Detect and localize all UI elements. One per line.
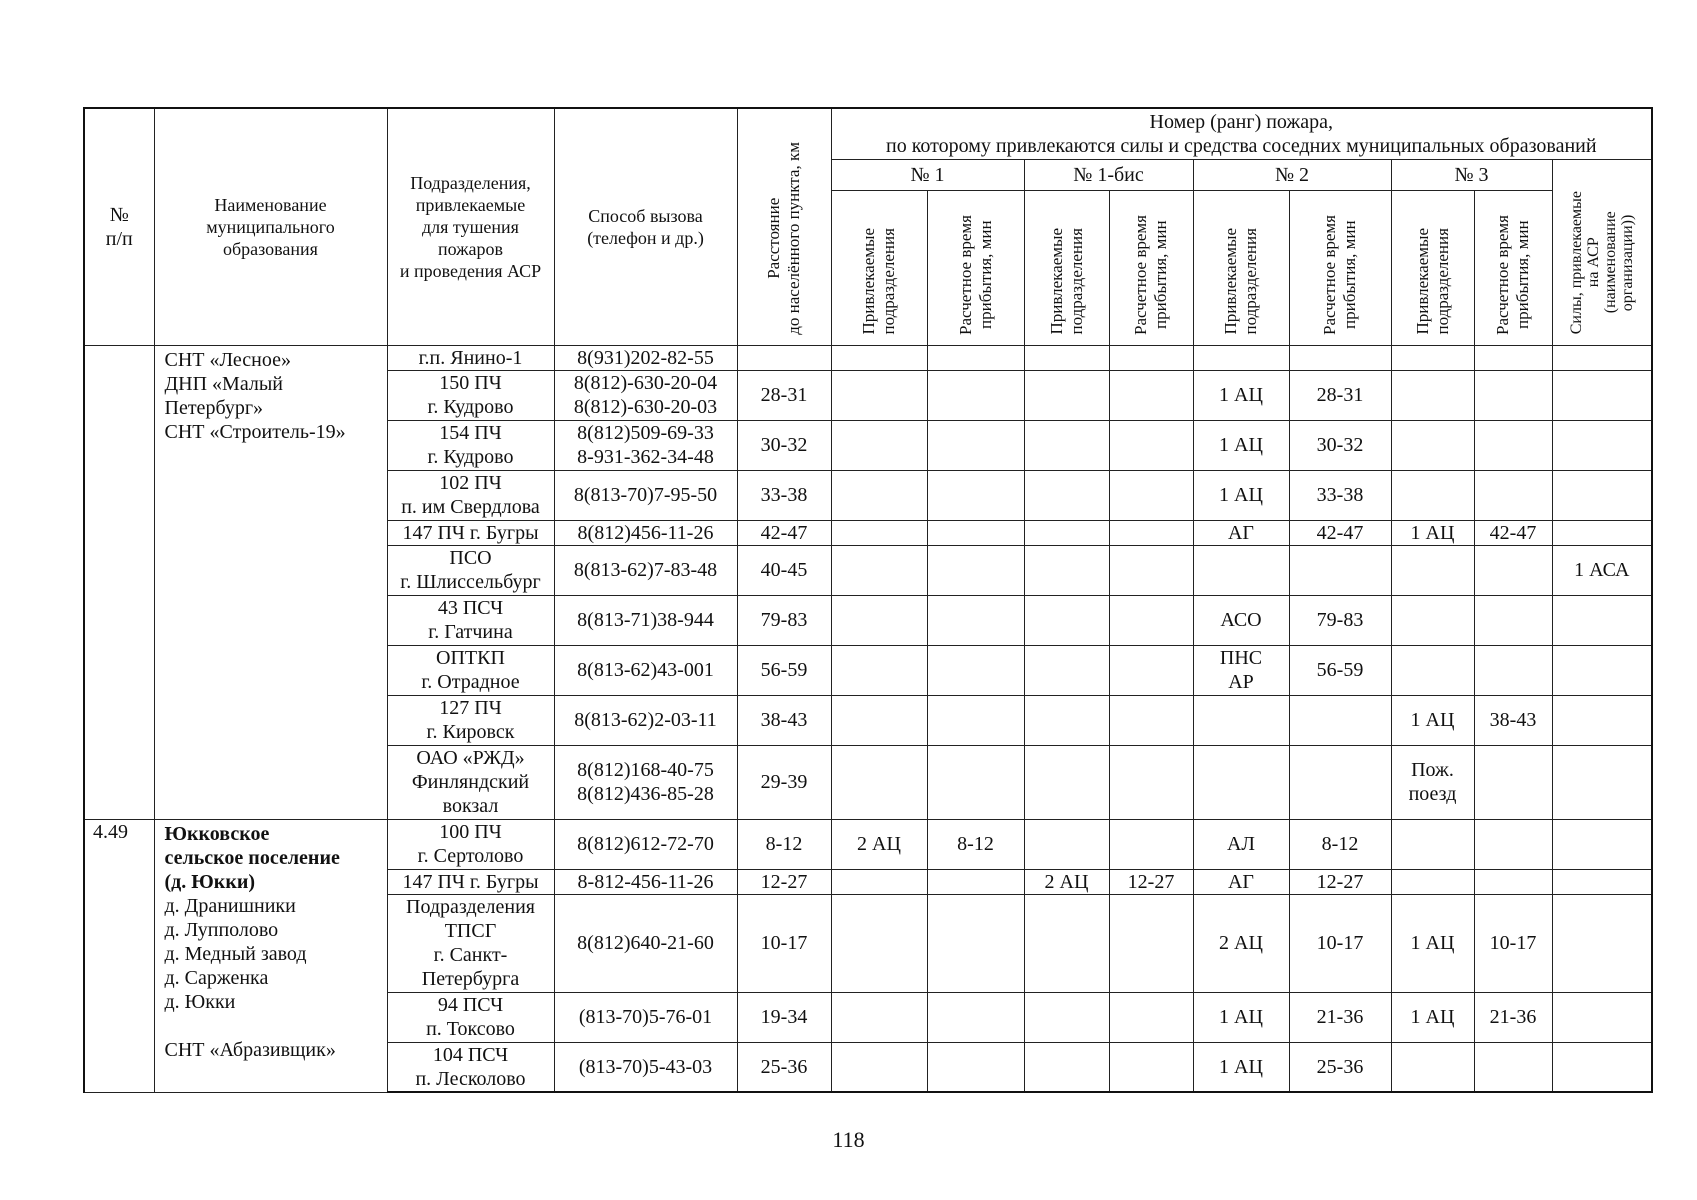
cell-rank1bis-units xyxy=(1024,695,1109,745)
cell-asr xyxy=(1552,645,1652,695)
cell-rank2-units: ПНС АР xyxy=(1193,645,1289,695)
cell-rank3-units xyxy=(1391,370,1474,420)
cell-rank1bis-units xyxy=(1024,545,1109,595)
cell-rank1-units xyxy=(831,370,927,420)
cell-rank1bis-time xyxy=(1109,894,1193,992)
fire-forces-table xyxy=(83,107,1653,1093)
municipality-name xyxy=(154,345,387,819)
cell-phone: 8(812)612-72-70 xyxy=(554,819,737,869)
cell-distance: 79-83 xyxy=(737,595,831,645)
cell-unit: ОПТКП г. Отрадное xyxy=(387,645,554,695)
cell-rank1bis-units xyxy=(1024,745,1109,819)
cell-rank2-time xyxy=(1289,545,1391,595)
cell-distance: 38-43 xyxy=(737,695,831,745)
cell-rank2-time: 21-36 xyxy=(1289,992,1391,1042)
cell-rank1bis-time xyxy=(1109,470,1193,520)
cell-rank3-time xyxy=(1474,819,1552,869)
table-row xyxy=(84,819,1652,869)
cell-phone: (813-70)5-43-03 xyxy=(554,1042,737,1092)
cell-distance: 42-47 xyxy=(737,520,831,545)
cell-rank2-units xyxy=(1193,695,1289,745)
cell-asr xyxy=(1552,894,1652,992)
cell-rank2-time: 30-32 xyxy=(1289,420,1391,470)
header-row-1 xyxy=(84,108,1652,159)
cell-rank1-units xyxy=(831,1042,927,1092)
cell-rank1-time xyxy=(927,420,1024,470)
cell-rank1-time xyxy=(927,695,1024,745)
cell-rank2-time: 56-59 xyxy=(1289,645,1391,695)
cell-rank1-time xyxy=(927,745,1024,819)
cell-asr xyxy=(1552,520,1652,545)
cell-rank3-time xyxy=(1474,370,1552,420)
cell-rank2-units: 1 АЦ xyxy=(1193,470,1289,520)
header-units: Подразделения, привлекаемые для тушения пожаров и проведения АСР xyxy=(387,108,554,345)
cell-rank3-time xyxy=(1474,470,1552,520)
cell-asr xyxy=(1552,1042,1652,1092)
cell-asr xyxy=(1552,695,1652,745)
cell-rank1bis-time xyxy=(1109,545,1193,595)
cell-asr xyxy=(1552,420,1652,470)
cell-phone: 8(812)509-69-33 8-931-362-34-48 xyxy=(554,420,737,470)
header-rbis-time: Расчетное время прибытия, мин xyxy=(1109,190,1193,345)
cell-rank1bis-time xyxy=(1109,595,1193,645)
cell-unit: 104 ПСЧ п. Лесколово xyxy=(387,1042,554,1092)
cell-rank1-time xyxy=(927,869,1024,894)
cell-rank3-time: 21-36 xyxy=(1474,992,1552,1042)
cell-rank2-units: 1 АЦ xyxy=(1193,1042,1289,1092)
cell-rank2-units xyxy=(1193,345,1289,370)
cell-rank1bis-time xyxy=(1109,645,1193,695)
header-asr: Силы, привлекаемые на АСР (наименование организации)) xyxy=(1552,159,1652,345)
cell-unit: 147 ПЧ г. Бугры xyxy=(387,869,554,894)
cell-rank1-time xyxy=(927,345,1024,370)
cell-rank1-time xyxy=(927,470,1024,520)
cell-rank1-time xyxy=(927,1042,1024,1092)
cell-rank1-time xyxy=(927,645,1024,695)
cell-rank3-time xyxy=(1474,645,1552,695)
cell-rank2-time: 8-12 xyxy=(1289,819,1391,869)
cell-rank1-units xyxy=(831,420,927,470)
cell-rank1-units xyxy=(831,595,927,645)
header-rank-title: Номер (ранг) пожара, по которому привлекаются силы и средства соседних муниципальных образований xyxy=(831,108,1652,159)
cell-rank2-time: 28-31 xyxy=(1289,370,1391,420)
cell-rank1-units xyxy=(831,545,927,595)
cell-rank1bis-units xyxy=(1024,470,1109,520)
cell-rank2-time xyxy=(1289,695,1391,745)
cell-rank2-time: 42-47 xyxy=(1289,520,1391,545)
cell-distance: 25-36 xyxy=(737,1042,831,1092)
cell-asr xyxy=(1552,370,1652,420)
cell-rank3-time xyxy=(1474,595,1552,645)
cell-rank1bis-time xyxy=(1109,420,1193,470)
cell-asr xyxy=(1552,869,1652,894)
municipality-name xyxy=(154,819,387,1092)
cell-rank1-time xyxy=(927,370,1024,420)
cell-rank2-time xyxy=(1289,745,1391,819)
row-number xyxy=(84,345,154,819)
cell-distance xyxy=(737,345,831,370)
cell-rank1bis-units xyxy=(1024,992,1109,1042)
cell-rank2-units: АЛ xyxy=(1193,819,1289,869)
header-r1-units: Привлекаемые подразделения xyxy=(831,190,927,345)
cell-rank2-time: 10-17 xyxy=(1289,894,1391,992)
cell-rank1bis-units xyxy=(1024,595,1109,645)
cell-rank3-time: 10-17 xyxy=(1474,894,1552,992)
cell-rank1-units xyxy=(831,520,927,545)
cell-rank2-units xyxy=(1193,545,1289,595)
cell-phone: 8-812-456-11-26 xyxy=(554,869,737,894)
cell-rank1-units xyxy=(831,645,927,695)
cell-rank2-units: 1 АЦ xyxy=(1193,420,1289,470)
cell-phone: 8(813-71)38-944 xyxy=(554,595,737,645)
cell-rank3-time xyxy=(1474,345,1552,370)
cell-rank2-units: АСО xyxy=(1193,595,1289,645)
cell-unit: Подразделения ТПСГ г. Санкт- Петербурга xyxy=(387,894,554,992)
cell-unit: ОАО «РЖД» Финляндский вокзал xyxy=(387,745,554,819)
municipality-title: Юкковское сельское поселение (д. Юкки) xyxy=(164,822,340,893)
cell-rank3-units xyxy=(1391,645,1474,695)
cell-asr xyxy=(1552,819,1652,869)
cell-rank3-units xyxy=(1391,470,1474,520)
header-rank-2: № 2 xyxy=(1193,159,1391,190)
cell-rank1bis-units xyxy=(1024,345,1109,370)
settlement-list: СНТ «Лесное» ДНП «Малый Петербург» СНТ «Строитель-19» xyxy=(164,348,346,443)
cell-rank1bis-units: 2 АЦ xyxy=(1024,869,1109,894)
cell-rank3-units: 1 АЦ xyxy=(1391,894,1474,992)
cell-distance: 33-38 xyxy=(737,470,831,520)
row-number: 4.49 xyxy=(84,819,154,1092)
cell-asr xyxy=(1552,595,1652,645)
table-row xyxy=(84,345,1652,370)
cell-rank3-time xyxy=(1474,1042,1552,1092)
cell-rank2-time xyxy=(1289,345,1391,370)
header-distance: Расстояние до населённого пункта, км xyxy=(737,108,831,345)
cell-rank3-units: 1 АЦ xyxy=(1391,992,1474,1042)
cell-rank3-time xyxy=(1474,745,1552,819)
cell-asr xyxy=(1552,992,1652,1042)
cell-rank1bis-units xyxy=(1024,520,1109,545)
cell-rank2-units: АГ xyxy=(1193,520,1289,545)
cell-rank1bis-time xyxy=(1109,992,1193,1042)
header-r3-units: Привлекаемые подразделения xyxy=(1391,190,1474,345)
cell-rank1-units xyxy=(831,745,927,819)
cell-rank1-time xyxy=(927,520,1024,545)
cell-distance: 10-17 xyxy=(737,894,831,992)
cell-asr xyxy=(1552,470,1652,520)
cell-phone: (813-70)5-76-01 xyxy=(554,992,737,1042)
cell-unit: 154 ПЧ г. Кудрово xyxy=(387,420,554,470)
cell-rank1bis-time xyxy=(1109,520,1193,545)
cell-rank1-units xyxy=(831,992,927,1042)
cell-rank1bis-units xyxy=(1024,1042,1109,1092)
cell-rank1bis-units xyxy=(1024,645,1109,695)
cell-rank3-units: 1 АЦ xyxy=(1391,695,1474,745)
cell-unit: 102 ПЧ п. им Свердлова xyxy=(387,470,554,520)
cell-unit: 94 ПСЧ п. Токсово xyxy=(387,992,554,1042)
cell-rank1-time xyxy=(927,545,1024,595)
cell-rank1bis-units xyxy=(1024,819,1109,869)
header-r3-time: Расчетное время прибытия, мин xyxy=(1474,190,1552,345)
cell-phone: 8(813-62)7-83-48 xyxy=(554,545,737,595)
cell-rank3-time: 38-43 xyxy=(1474,695,1552,745)
header-mo-name: Наименование муниципального образования xyxy=(154,108,387,345)
cell-rank1-units xyxy=(831,345,927,370)
cell-unit: 147 ПЧ г. Бугры xyxy=(387,520,554,545)
settlement-list: д. Дранишники д. Лупполово д. Медный завод д. Сарженка д. Юкки СНТ «Абразивщик» xyxy=(164,894,336,1061)
header-rank-1: № 1 xyxy=(831,159,1024,190)
header-rank-1bis: № 1-бис xyxy=(1024,159,1193,190)
cell-distance: 28-31 xyxy=(737,370,831,420)
cell-rank1-units xyxy=(831,894,927,992)
cell-unit: 43 ПСЧ г. Гатчина xyxy=(387,595,554,645)
cell-rank1bis-time: 12-27 xyxy=(1109,869,1193,894)
cell-phone: 8(813-62)2-03-11 xyxy=(554,695,737,745)
cell-phone: 8(812)-630-20-04 8(812)-630-20-03 xyxy=(554,370,737,420)
cell-distance: 12-27 xyxy=(737,869,831,894)
header-r2-time: Расчетное время прибытия, мин xyxy=(1289,190,1391,345)
cell-rank3-time: 42-47 xyxy=(1474,520,1552,545)
cell-rank3-units: 1 АЦ xyxy=(1391,520,1474,545)
cell-phone: 8(812)456-11-26 xyxy=(554,520,737,545)
cell-rank3-units xyxy=(1391,545,1474,595)
cell-rank1bis-time xyxy=(1109,745,1193,819)
cell-phone: 8(812)640-21-60 xyxy=(554,894,737,992)
cell-rank1bis-units xyxy=(1024,894,1109,992)
cell-phone: 8(931)202-82-55 xyxy=(554,345,737,370)
cell-rank1-time xyxy=(927,894,1024,992)
cell-rank3-units xyxy=(1391,420,1474,470)
cell-rank1-units xyxy=(831,470,927,520)
cell-rank3-units xyxy=(1391,1042,1474,1092)
cell-rank1-units xyxy=(831,869,927,894)
cell-rank1bis-time xyxy=(1109,1042,1193,1092)
cell-asr xyxy=(1552,345,1652,370)
cell-rank3-units xyxy=(1391,345,1474,370)
cell-rank1bis-units xyxy=(1024,420,1109,470)
cell-phone: 8(813-70)7-95-50 xyxy=(554,470,737,520)
header-r1-time: Расчетное время прибытия, мин xyxy=(927,190,1024,345)
cell-rank2-units: 2 АЦ xyxy=(1193,894,1289,992)
cell-rank1bis-units xyxy=(1024,370,1109,420)
header-call: Способ вызова (телефон и др.) xyxy=(554,108,737,345)
cell-rank2-time: 25-36 xyxy=(1289,1042,1391,1092)
cell-rank1-units xyxy=(831,695,927,745)
cell-rank3-units xyxy=(1391,819,1474,869)
cell-rank3-units xyxy=(1391,869,1474,894)
cell-rank3-units xyxy=(1391,595,1474,645)
cell-unit: 127 ПЧ г. Кировск xyxy=(387,695,554,745)
cell-rank1bis-time xyxy=(1109,819,1193,869)
cell-rank2-time: 79-83 xyxy=(1289,595,1391,645)
cell-unit: г.п. Янино-1 xyxy=(387,345,554,370)
header-r2-units: Привлекаемые подразделения xyxy=(1193,190,1289,345)
cell-rank1-time xyxy=(927,992,1024,1042)
cell-distance: 40-45 xyxy=(737,545,831,595)
cell-unit: 150 ПЧ г. Кудрово xyxy=(387,370,554,420)
page-number: 118 xyxy=(832,1127,865,1152)
cell-rank1bis-time xyxy=(1109,370,1193,420)
cell-distance: 56-59 xyxy=(737,645,831,695)
cell-rank1-time xyxy=(927,595,1024,645)
cell-rank1bis-time xyxy=(1109,695,1193,745)
cell-distance: 29-39 xyxy=(737,745,831,819)
cell-rank3-units: Пож. поезд xyxy=(1391,745,1474,819)
cell-rank2-time: 12-27 xyxy=(1289,869,1391,894)
cell-rank3-time xyxy=(1474,420,1552,470)
cell-rank2-units xyxy=(1193,745,1289,819)
cell-rank2-time: 33-38 xyxy=(1289,470,1391,520)
cell-rank1-time: 8-12 xyxy=(927,819,1024,869)
cell-rank1bis-time xyxy=(1109,345,1193,370)
header-rbis-units: Привлекаемые подразделения xyxy=(1024,190,1109,345)
cell-rank3-time xyxy=(1474,545,1552,595)
cell-unit: 100 ПЧ г. Сертолово xyxy=(387,819,554,869)
cell-rank2-units: АГ xyxy=(1193,869,1289,894)
cell-unit: ПСО г. Шлиссельбург xyxy=(387,545,554,595)
cell-phone: 8(812)168-40-75 8(812)436-85-28 xyxy=(554,745,737,819)
header-rank-3: № 3 xyxy=(1391,159,1552,190)
cell-distance: 30-32 xyxy=(737,420,831,470)
cell-asr xyxy=(1552,745,1652,819)
header-num: № п/п xyxy=(84,108,154,345)
cell-rank3-time xyxy=(1474,869,1552,894)
cell-asr: 1 АСА xyxy=(1552,545,1652,595)
cell-rank2-units: 1 АЦ xyxy=(1193,992,1289,1042)
cell-rank2-units: 1 АЦ xyxy=(1193,370,1289,420)
cell-distance: 8-12 xyxy=(737,819,831,869)
cell-rank1-units: 2 АЦ xyxy=(831,819,927,869)
cell-distance: 19-34 xyxy=(737,992,831,1042)
cell-phone: 8(813-62)43-001 xyxy=(554,645,737,695)
